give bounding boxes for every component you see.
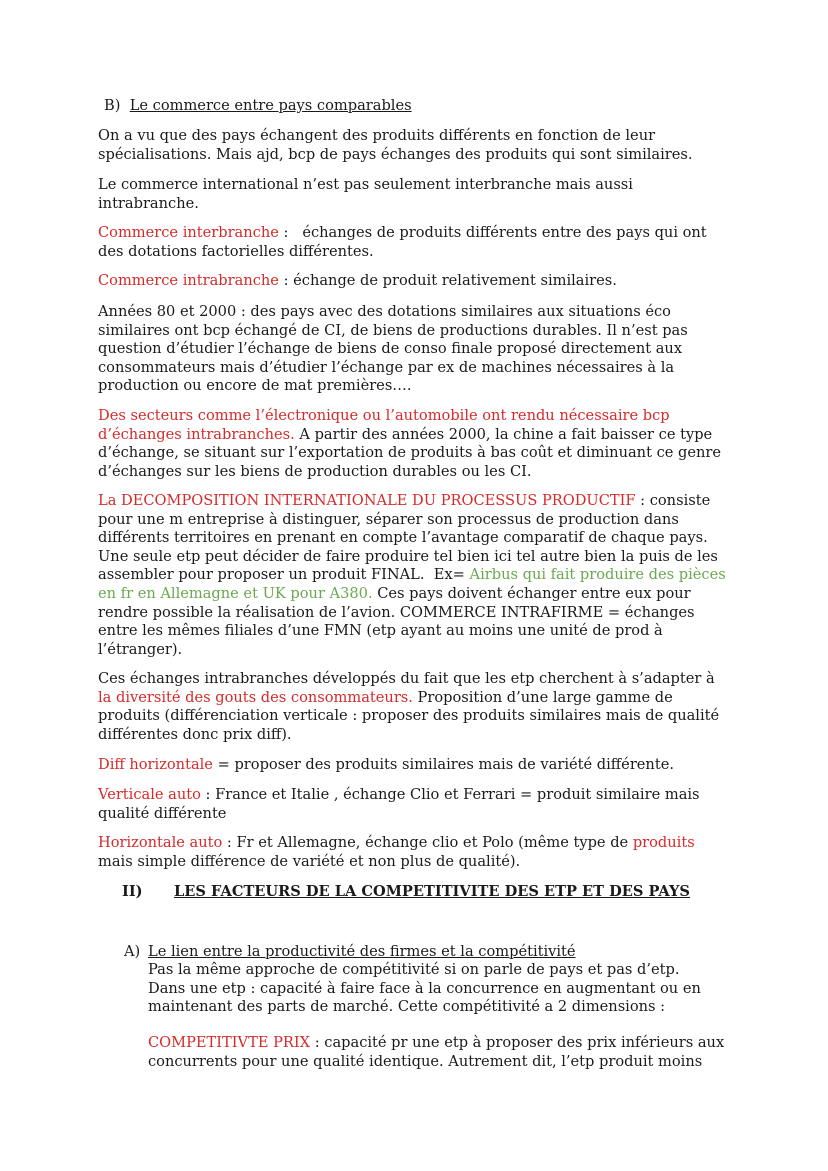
text-line-red: Des secteurs comme l’électronique ou l’automobile ont rendu nécessaire bcp: [98, 407, 670, 424]
text-span: Ces pays doivent échanger entre eux pour: [372, 584, 691, 602]
section-a-title: Le lien entre la productivité des firmes et la compétitivité: [148, 943, 576, 960]
text-line: Années 80 et 2000 : des pays avec des dotations similaires aux situations éco: [98, 303, 671, 320]
text-span-green: Airbus qui fait produire des pièces: [469, 566, 726, 584]
paragraph-8: [98, 670, 738, 744]
paragraph-6: [98, 407, 738, 481]
paragraph-11: [98, 834, 738, 871]
text-line: entre les mêmes filiales d’une FMN (etp ayant au moins une unité de prod à: [98, 622, 663, 640]
paragraph-10: [98, 786, 738, 823]
paragraph-5: [98, 303, 738, 396]
term-diff-horizontale: Diff horizontale: [98, 756, 213, 773]
term-verticale-auto: Verticale auto: [98, 786, 201, 803]
text-line: Dans une etp : capacité à faire face à la concurrence en augmentant ou en: [148, 979, 701, 997]
paragraph-4: [98, 272, 738, 291]
text-line: pour une m entreprise à distinguer, séparer son processus de production dans: [98, 510, 679, 528]
section-a-body: [148, 961, 748, 1017]
section-b-heading: [104, 97, 744, 116]
section-a-heading: [124, 943, 744, 962]
text-span-red: produits: [632, 834, 695, 851]
text-line: différentes donc prix diff).: [98, 725, 292, 743]
section-a-letter: A): [124, 943, 141, 960]
section-ii-title: LES FACTEURS DE LA COMPETITIVITE DES ETP ET DES PAYS: [174, 883, 690, 900]
text-line: similaires ont bcp échangé de CI, de biens de productions durables. Il n’est pas: [98, 321, 688, 339]
term-horizontale-auto: Horizontale auto: [98, 834, 223, 851]
text-line: qualité différente: [98, 804, 227, 822]
paragraph-7: [98, 492, 738, 659]
paragraph-1: [98, 127, 738, 164]
text-line: spécialisations. Mais ajd, bcp de pays échanges des produits qui sont similaires.: [98, 145, 693, 163]
text-span: : échange de produit relativement similaires.: [278, 272, 617, 289]
text-span: A partir des années 2000, la chine a fait baisser ce type: [294, 425, 713, 443]
text-span: : échanges de produits différents entre des pays qui ont: [278, 224, 707, 241]
text-line: Le commerce international n’est pas seulement interbranche mais aussi: [98, 176, 633, 193]
text-line: rendre possible la réalisation de l’avion. COMMERCE INTRAFIRME = échanges: [98, 603, 695, 621]
text-span: : capacité pr une etp à proposer des prix inférieurs aux: [310, 1034, 725, 1051]
text-line: Ces échanges intrabranches développés du fait que les etp cherchent à s’adapter à: [98, 670, 715, 687]
term-commerce-intrabranche: Commerce intrabranche: [98, 272, 279, 289]
section-ii-heading: [122, 883, 742, 902]
term-commerce-interbranche: Commerce interbranche: [98, 224, 279, 241]
text-span: assembler pour proposer un produit FINAL. Ex=: [98, 566, 470, 584]
text-line: concurrents pour une qualité identique. Autrement dit, l’etp produit moins: [148, 1052, 703, 1070]
text-line: On a vu que des pays échangent des produits différents en fonction de leur: [98, 127, 656, 144]
section-b-letter: B): [104, 97, 121, 114]
text-line: des dotations factorielles différentes.: [98, 242, 374, 260]
text-line: produits (différenciation verticale : proposer des produits similaires mais de qualité: [98, 707, 720, 725]
text-span: Proposition d’une large gamme de: [412, 688, 673, 706]
paragraph-3: [98, 224, 738, 261]
text-line: d’échanges sur les biens de production durables ou les CI.: [98, 462, 532, 480]
text-line: Pas la même approche de compétitivité si on parle de pays et pas d’etp.: [148, 961, 680, 978]
text-line: d’échange, se situant sur l’exportation de produits à bas coût et diminuant ce genre: [98, 444, 722, 462]
paragraph-12: [148, 1034, 748, 1071]
term-decomposition: La DECOMPOSITION INTERNATIONALE DU PROCESSUS PRODUCTIF: [98, 492, 636, 509]
section-b-title: Le commerce entre pays comparables: [129, 97, 412, 114]
text-span-red: la diversité des gouts des consommateurs.: [98, 688, 413, 706]
text-span: : Fr et Allemagne, échange clio et Polo (même type de: [222, 834, 633, 851]
paragraph-2: [98, 176, 738, 213]
text-line: intrabranche.: [98, 194, 199, 212]
text-line: l’étranger).: [98, 640, 183, 658]
text-span: = proposer des produits similaires mais de variété différente.: [212, 756, 674, 773]
text-span-red: d’échanges intrabranches.: [98, 425, 295, 443]
text-line: question d’étudier l’échange de biens de conso finale proposé directement aux: [98, 340, 683, 358]
text-span-green: en fr en Allemagne et UK pour A380.: [98, 584, 373, 602]
term-competitivite-prix: COMPETITIVTE PRIX: [148, 1034, 311, 1051]
text-span: : France et Italie , échange Clio et Ferrari = produit similaire mais: [200, 786, 700, 803]
text-span: : consiste: [635, 492, 711, 509]
text-line: différents territoires en prenant en compte l’avantage comparatif de chaque pays.: [98, 529, 708, 547]
text-line: production ou encore de mat premières….: [98, 377, 412, 395]
section-ii-number: II): [122, 883, 143, 900]
text-line: consommateurs mais d’étudier l’échange par ex de machines nécessaires à la: [98, 358, 675, 376]
text-line: mais simple différence de variété et non plus de qualité).: [98, 852, 521, 870]
text-line: maintenant des parts de marché. Cette compétitivité a 2 dimensions :: [148, 998, 666, 1016]
text-line: Une seule etp peut décider de faire produire tel bien ici tel autre bien la puis de les: [98, 547, 718, 565]
paragraph-9: [98, 756, 738, 775]
